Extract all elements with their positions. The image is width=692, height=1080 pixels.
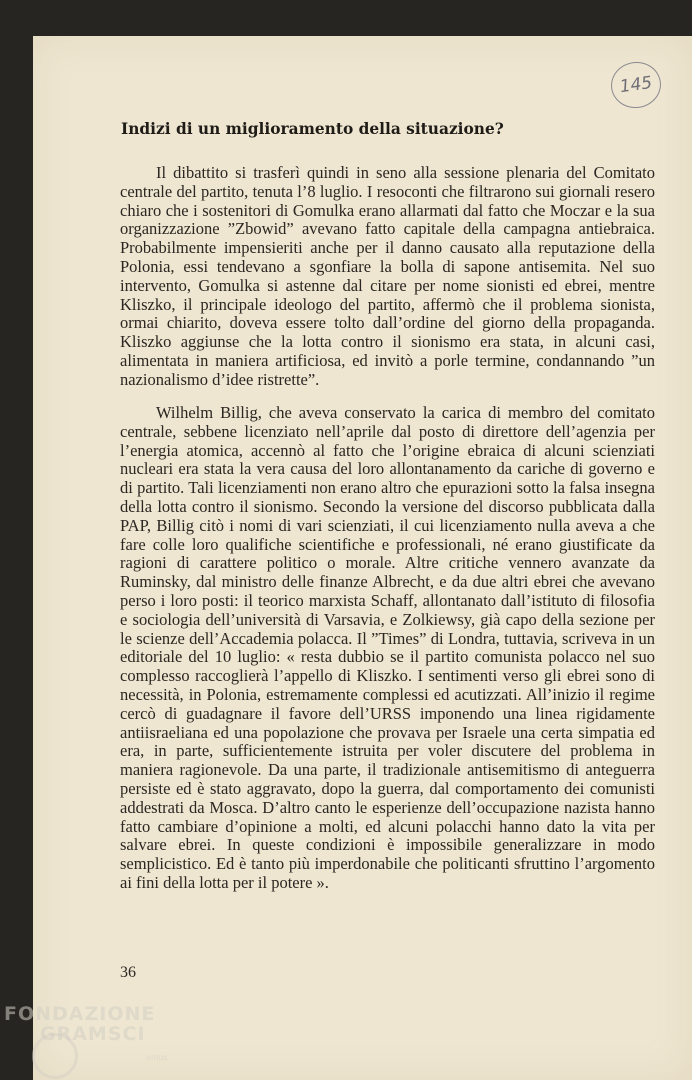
- archive-number: 145: [618, 72, 654, 98]
- section-heading: Indizi di un miglioramento della situazione?: [121, 120, 504, 138]
- watermark-line-2: GRAMSCI: [40, 1023, 146, 1045]
- watermark-logo: [4, 1003, 168, 1062]
- document-page: [33, 36, 692, 1080]
- watermark-suffix: onlus: [146, 1053, 168, 1062]
- watermark-circle-icon: [32, 1033, 78, 1079]
- paragraph-2: Wilhelm Billig, che aveva conservato la carica di membro del comitato centrale, sebbene licenziato nell’aprile dal posto di direttore dell’agenzia per l’energia atomica, accennò al fatto che l’origine ebraica di alcuni scienziati nucleari era stata la vera causa del loro allontanamento da cariche di governo e di partito. Tali licenziamenti non erano altro che epurazioni sotto la falsa insegna della lotta contro il sionismo. Secondo la versione del discorso pubblicata dalla PAP, Billig citò i nomi di vari scienziati, il cui licenziamento nulla aveva a che fare colle loro qualifiche scientifiche e professionali, né erano giustificate da ragioni di carattere politico o morale. Altre critiche vennero avanzate da Ruminsky, dal ministro delle finanze Albrecht, e da due altri ebrei che avevano perso i loro posti: il teorico marxista Schaff, allontanato dall’istituto di filosofia e sociologia dell’università di Varsavia, e Zolkiewsy, già capo della sezione per le scienze dell’Accademia polacca. Il ”Times” di Londra, tuttavia, scriveva in un editoriale del 10 luglio: « resta dubbio se il partito comunista polacco nel suo complesso raccoglierà l’appello di Kliszko. I sentimenti verso gli ebrei sono di necessità, in Polonia, estremamente complessi ed acutizzati. All’inizio il regime cercò di guadagnare il favore dell’URSS imponendo una linea rigidamente antiisraeliana ed una popolazione che provava per Israele una certa simpatia ed era, in parte, sufficientemente istruita per voler discutere del problema in maniera ragionevole. Da una parte, il tradizionale antisemitismo di anteguerra persiste ed è stato aggravato, dopo la guerra, dal comportamento dei comunisti addestrati da Mosca. D’altro canto le esperienze dell’occupazione nazista hanno fatto cambiare d’opinione a molti, ed alcuni polacchi hanno dato la vita per salvare ebrei. In queste condizioni è impossibile generalizzare in modo semplicistico. Ed è tanto più imperdonabile che politicanti sfruttino l’argomento ai fini della lotta per il potere ».: [120, 403, 655, 892]
- page-number: 36: [120, 964, 136, 981]
- paragraph-1: Il dibattito si trasferì quindi in seno alla sessione plenaria del Comitato centrale del partito, tenuta l’8 luglio. I resoconti che filtrarono sui giornali resero chiaro che i sostenitori di Gomulka erano allarmati dal fatto che Moczar e la sua organizzazione ”Zbowid” avevano fatto capitale della campagna antiebraica. Probabilmente impensieriti anche per il danno causato alla reputazione della Polonia, essi tendevano a sgonfiare la bolla di sapone antisemita. Nel suo intervento, Gomulka si astenne dal citare per nome sionisti ed ebrei, mentre Kliszko, il principale ideologo del partito, affermò che il problema sionista, ormai chiarito, doveva essere tolto dall’ordine del giorno della propaganda. Kliszko aggiunse che la lotta contro il sionismo era stata, in alcuni casi, alimentata in maniera artificiosa, ed invitò a porle termine, condannando ”un nazionalismo d’idee ristrette”.: [120, 163, 655, 389]
- watermark-line-1: FONDAZIONE: [4, 1003, 156, 1025]
- archive-stamp: [608, 59, 664, 112]
